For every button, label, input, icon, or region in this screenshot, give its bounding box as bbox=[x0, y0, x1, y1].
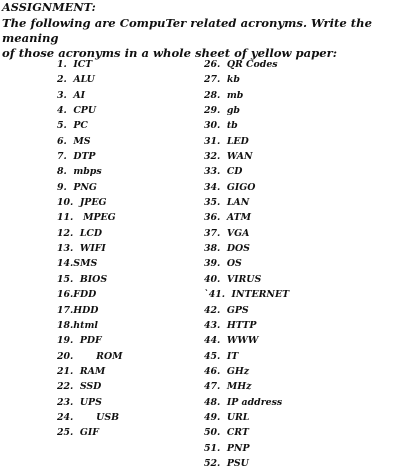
acronym-list-item: 30. tb bbox=[204, 120, 238, 132]
acronym-list-item: 1. ICT bbox=[57, 59, 93, 70]
acronym-list-item: 20. ROM bbox=[57, 350, 123, 362]
acronym-list-item: 14.SMS bbox=[57, 258, 98, 270]
acronym-list-item: 29. gb bbox=[204, 105, 240, 117]
acronym-list-item: 43. HTTP bbox=[204, 319, 257, 331]
acronym-list-item: 46. GHz bbox=[204, 365, 250, 377]
acronym-list-item: 52. PSU bbox=[204, 457, 249, 469]
acronym-list-item: 40. VIRUS bbox=[204, 273, 262, 285]
assignment-instructions bbox=[2, 16, 406, 61]
acronym-list-item: 38. DOS bbox=[204, 243, 250, 255]
acronym-list-item: 2. ALU bbox=[57, 74, 95, 86]
acronym-list-item: 28. mb bbox=[204, 89, 244, 101]
instruction-line-2: of those acronyms in a whole sheet of yellow paper: bbox=[2, 46, 338, 60]
acronym-list-item: 21. RAM bbox=[57, 365, 106, 377]
acronym-list-item: 11. MPEG bbox=[57, 212, 116, 224]
acronym-list-item: 35. LAN bbox=[204, 197, 250, 209]
acronym-list-item: 42. GPS bbox=[204, 304, 249, 316]
acronym-list-item: 37. VGA bbox=[204, 227, 250, 239]
acronym-list-item: 5. PC bbox=[57, 120, 88, 132]
acronym-list-item: 24. USB bbox=[57, 411, 120, 423]
acronym-list-right bbox=[204, 57, 289, 471]
acronym-list-left bbox=[57, 57, 123, 441]
acronym-list-item: 26. QR Codes bbox=[204, 59, 278, 70]
acronym-list-item: 12. LCD bbox=[57, 227, 103, 239]
acronym-list-item: 8. mbps bbox=[57, 166, 102, 178]
acronym-list-item: 7. DTP bbox=[57, 151, 96, 163]
acronym-list-item: 39. OS bbox=[204, 258, 242, 270]
acronym-list-item: 32. WAN bbox=[204, 151, 253, 163]
acronym-list-item: 15. BIOS bbox=[57, 273, 108, 285]
acronym-list-item: 3. AI bbox=[57, 89, 85, 101]
acronym-list-item: 44. WWW bbox=[204, 335, 259, 347]
acronym-list-item: 49. URL bbox=[204, 411, 250, 423]
acronym-list-item: 27. kb bbox=[204, 74, 240, 86]
acronym-list-item: 9. PNG bbox=[57, 181, 97, 193]
acronym-list-item: 23. UPS bbox=[57, 396, 102, 408]
acronym-list-item: 19. PDF bbox=[57, 335, 102, 347]
acronym-list-item: 25. GIF bbox=[57, 427, 99, 439]
acronym-list-item: 13. WIFI bbox=[57, 243, 106, 255]
acronym-list-item: 51. PNP bbox=[204, 442, 250, 454]
acronym-list-item: 47. MHz bbox=[204, 381, 252, 393]
acronym-list-item: 45. IT bbox=[204, 350, 239, 362]
acronym-list-item: 17.HDD bbox=[57, 304, 99, 316]
acronym-list-item: 10. JPEG bbox=[57, 197, 107, 209]
acronym-list-item: 50. CRT bbox=[204, 427, 249, 439]
acronym-list-item: 6. MS bbox=[57, 135, 91, 147]
acronym-list-item: 33. CD bbox=[204, 166, 243, 178]
acronym-list-item: 22. SSD bbox=[57, 381, 102, 393]
acronym-list-item: 36. ATM bbox=[204, 212, 251, 224]
acronym-list-item: 48. IP address bbox=[204, 396, 283, 408]
acronym-list-item: 4. CPU bbox=[57, 105, 97, 117]
acronym-list-item: `41. INTERNET bbox=[204, 289, 290, 301]
acronym-list-item: 16.FDD bbox=[57, 289, 97, 301]
acronym-list-item: 34. GIGO bbox=[204, 181, 256, 193]
instruction-line-1: The following are CompuTer related acronyms. Write the meaning bbox=[2, 16, 372, 45]
acronym-list-item: 31. LED bbox=[204, 135, 249, 147]
assignment-heading: ASSIGNMENT: bbox=[2, 0, 96, 14]
acronym-list-item: 18.html bbox=[57, 319, 98, 331]
